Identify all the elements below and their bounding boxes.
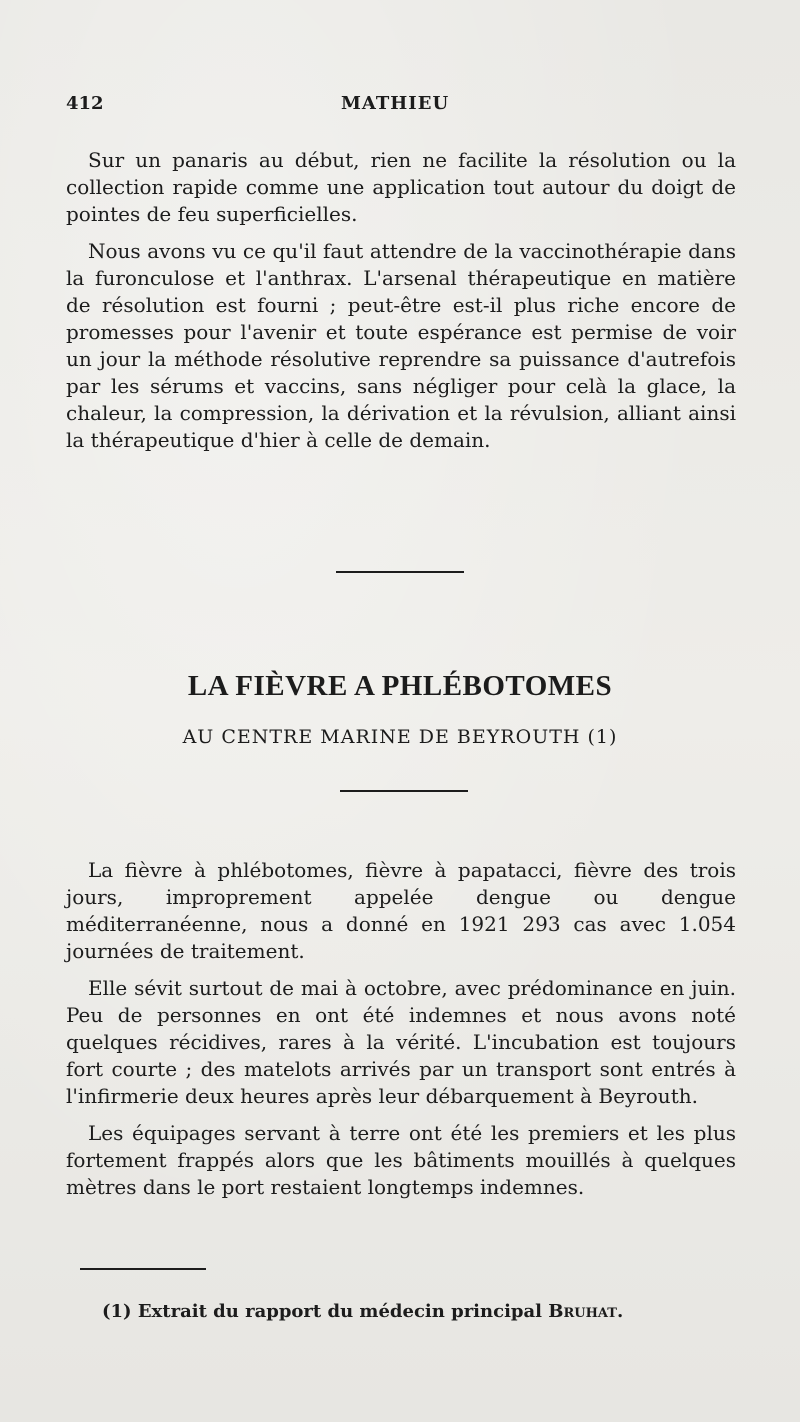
page-header (66, 93, 736, 123)
footnote-divider (80, 1268, 206, 1270)
page-number: 412 (66, 93, 104, 114)
article-subtitle: AU CENTRE MARINE DE BEYROUTH (1) (182, 726, 618, 748)
footnote-author: Bruhat. (548, 1301, 624, 1322)
section-divider (336, 571, 464, 573)
text-block-top (66, 147, 736, 464)
footnote-text: (1) Extrait du rapport du médecin principal (102, 1301, 542, 1322)
paragraph: Elle sévit surtout de mai à octobre, avec prédominance en juin. Peu de personnes en ont été indemnes et nous avons noté quelques récidives, rares à la vérité. L'incubation est toujours fort courte ; des matelots arrivés par un transport sont entrés à l'infirmerie deux heures après leur débarquement à Beyrouth. (66, 976, 736, 1108)
text-block-bottom (66, 857, 736, 1211)
paragraph: La fièvre à phlébotomes, fièvre à papatacci, fièvre des trois jours, improprement appelée dengue ou dengue méditerranéenne, nous a donné en 1921 293 cas avec 1.054 journées de traitement. (66, 858, 736, 963)
paragraph: Les équipages servant à terre ont été les premiers et les plus fortement frappés alors que les bâtiments mouillés à quelques mètres dans le port restaient longtemps indemnes. (66, 1121, 736, 1199)
article-title: LA FIÈVRE A PHLÉBOTOMES (187, 670, 613, 702)
paragraph: Sur un panaris au début, rien ne facilite la résolution ou la collection rapide comme une application tout autour du doigt de pointes de feu superficielles. (66, 148, 736, 226)
running-head: MATHIEU (341, 93, 450, 114)
footnote (102, 1301, 742, 1322)
title-divider (340, 790, 468, 792)
paragraph: Nous avons vu ce qu'il faut attendre de la vaccinothérapie dans la furonculose et l'anthrax. L'arsenal thérapeutique en matière de résolution est fourni ; peut-être est-il plus riche encore de promesses pour l'avenir et toute espérance est permise de voir un jour la méthode résolutive reprendre sa puissance d'autrefois par les sérums et vaccins, sans négliger pour celà la glace, la chaleur, la compression, la dérivation et la révulsion, alliant ainsi la thérapeutique d'hier à celle de demain. (66, 239, 736, 452)
